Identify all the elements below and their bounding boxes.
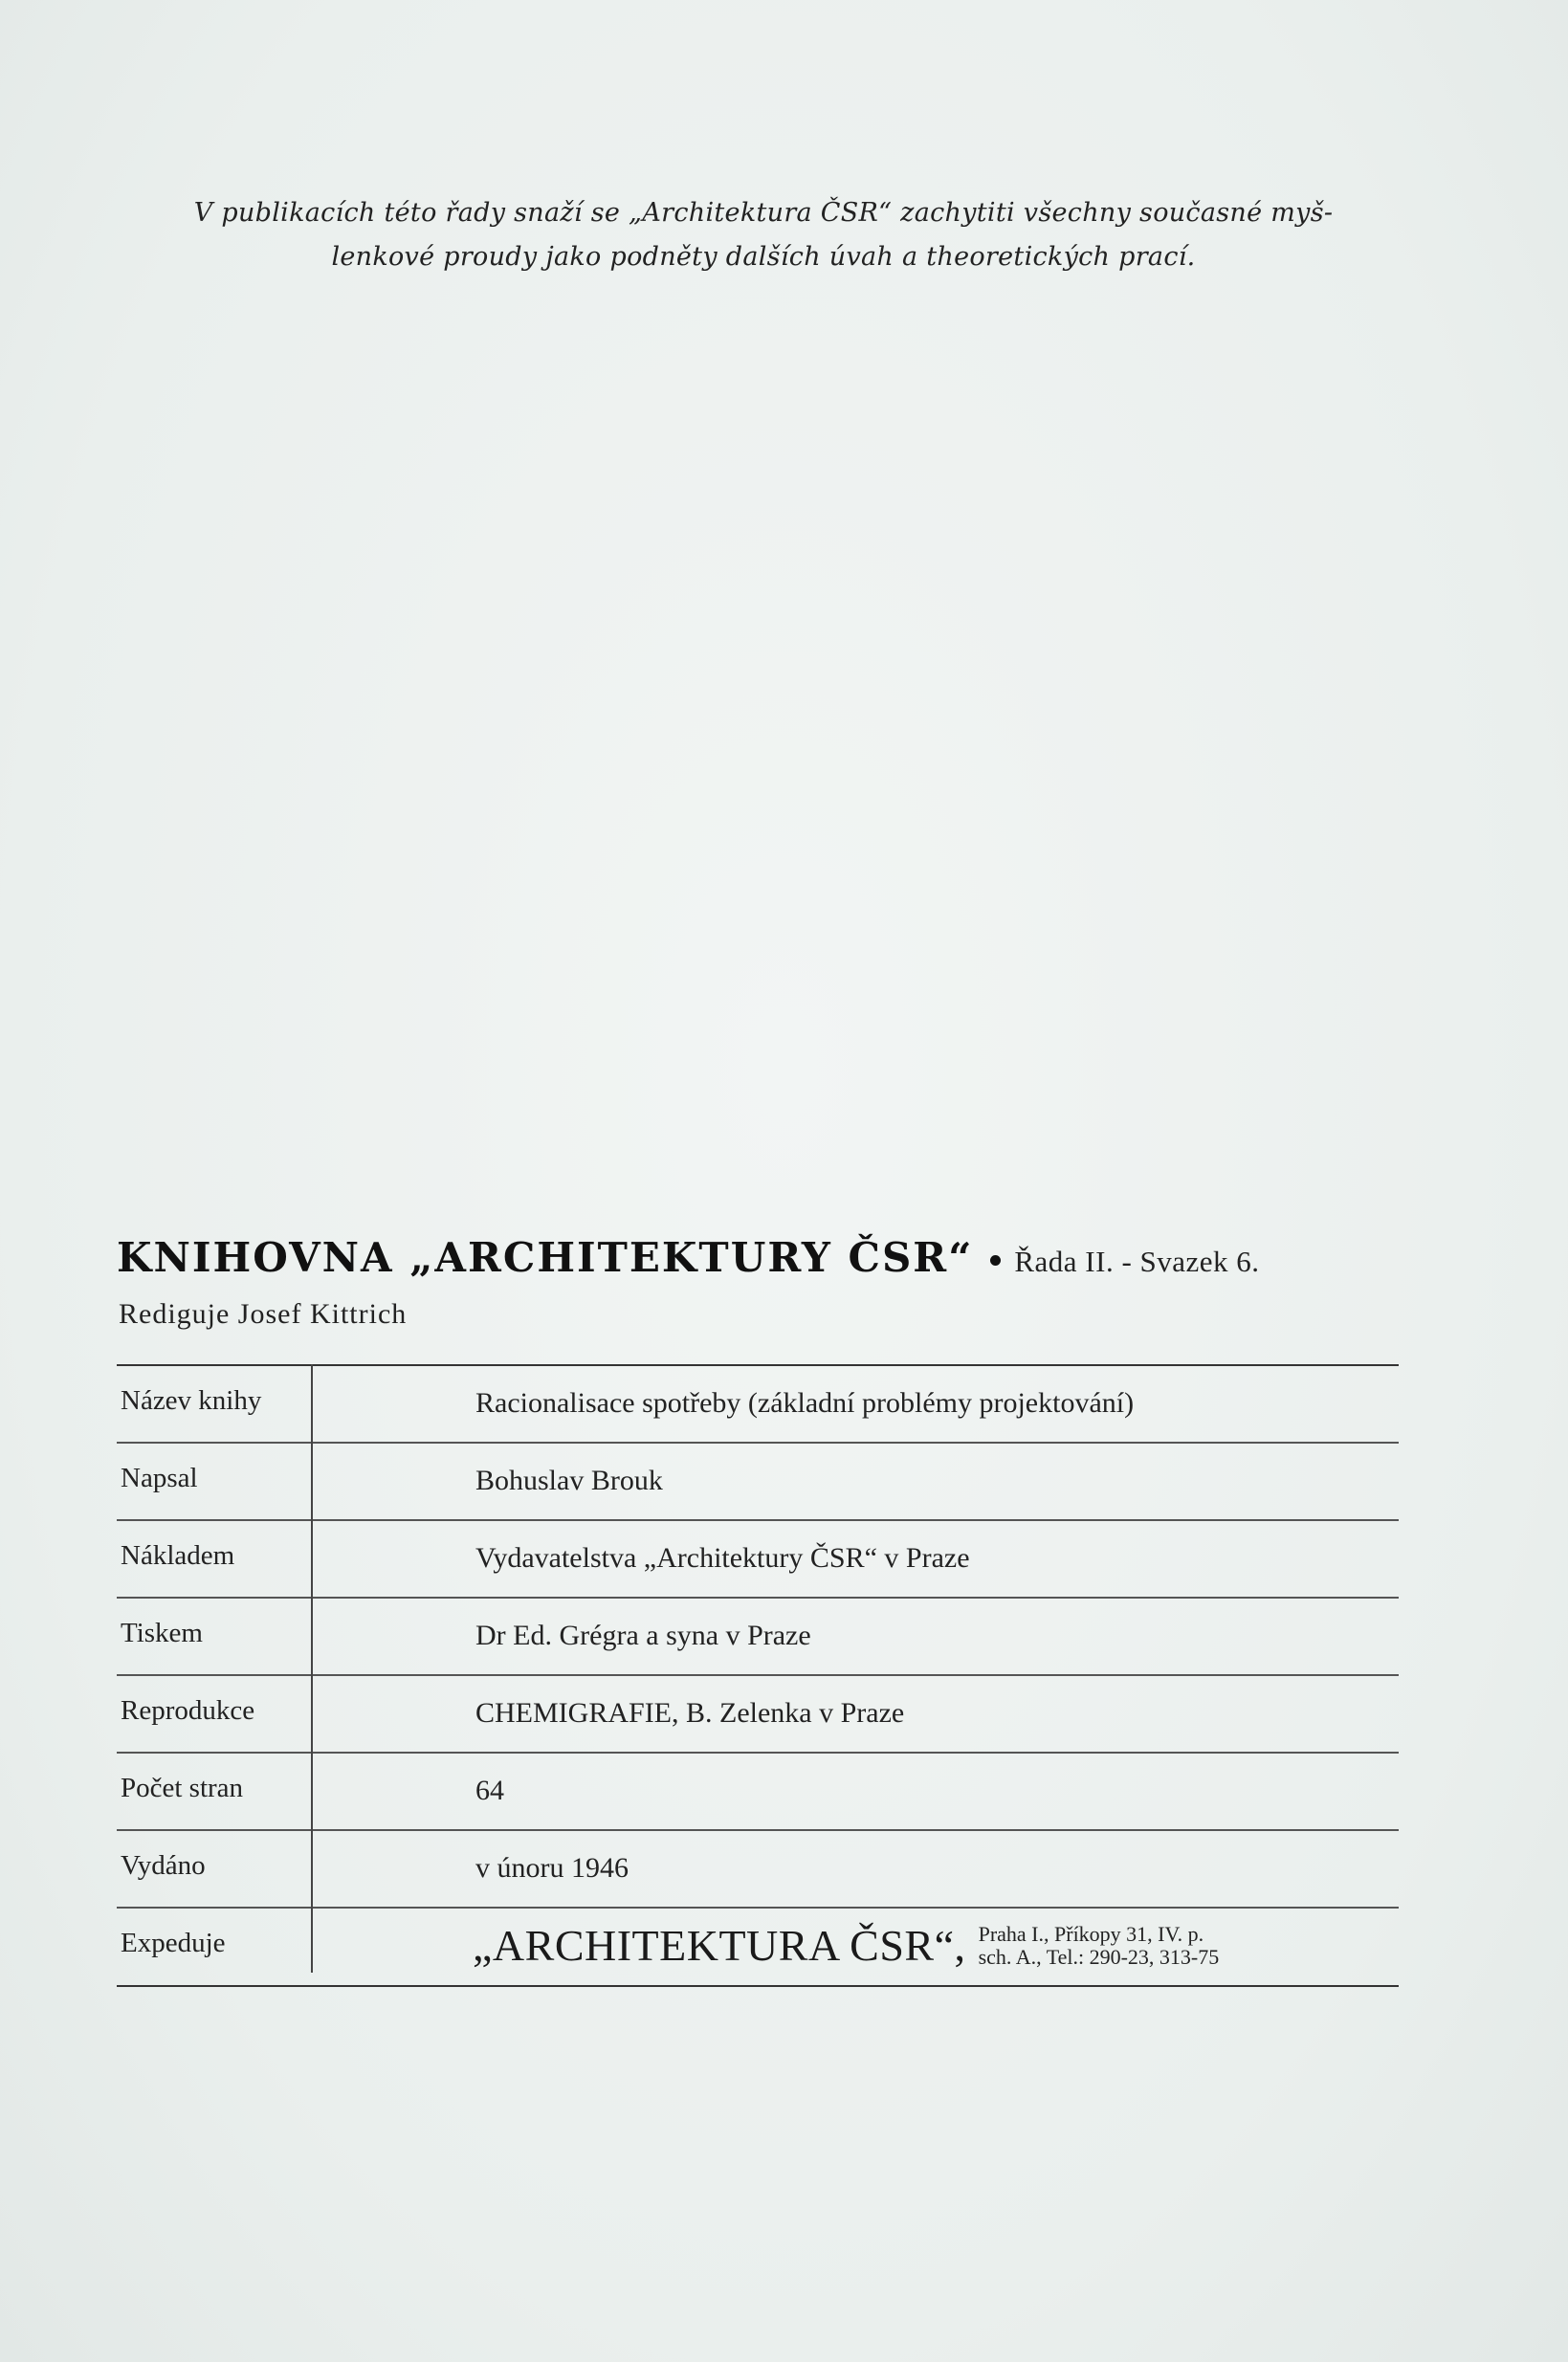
row-label: Název knihy [121, 1385, 262, 1416]
table-column-divider [311, 1364, 313, 1973]
table-row [117, 1366, 1399, 1444]
row-label: Počet stran [121, 1773, 244, 1803]
series-title: KNIHOVNA „ARCHITEKTURY ČSR“ [117, 1234, 974, 1281]
table-row [117, 1676, 1399, 1754]
row-value: 64 [475, 1775, 504, 1806]
table-row [117, 1909, 1399, 1987]
row-label: Vydáno [121, 1850, 206, 1881]
table-row [117, 1521, 1399, 1599]
distributor-address-line-1: Praha I., Příkopy 31, IV. p. [978, 1921, 1204, 1946]
row-value: Dr Ed. Grégra a syna v Praze [475, 1620, 811, 1651]
row-label: Reprodukce [121, 1695, 255, 1726]
table-row [117, 1599, 1399, 1676]
row-value: Racionalisace spotřeby (základní problémy projektování) [475, 1387, 1135, 1419]
distributor-address [979, 1923, 1220, 1969]
series-volume: Řada II. - Svazek 6. [1014, 1245, 1260, 1278]
row-label: Tiskem [121, 1618, 203, 1648]
distributor [473, 1920, 1219, 1971]
distributor-address-line-2: sch. A., Tel.: 290-23, 313-75 [978, 1944, 1220, 1969]
intro-line-2: lenkové proudy jako podněty dalších úvah a theoretických prací. [331, 242, 1196, 272]
row-value: Bohuslav Brouk [475, 1465, 663, 1496]
row-label: Expeduje [121, 1928, 226, 1958]
row-value: v únoru 1946 [475, 1852, 629, 1884]
editor-line: Rediguje Josef Kittrich [119, 1298, 408, 1330]
series-heading [117, 1234, 1408, 1281]
intro-line-1: V publikacích této řady snaží se „Architektura ČSR“ zachytiti všechny současné myš- [193, 198, 1334, 228]
row-value: Vydavatelstva „Architektury ČSR“ v Praze [475, 1542, 970, 1574]
distributor-name: „ARCHITEKTURA ČSR“, [473, 1921, 966, 1970]
row-value: CHEMIGRAFIE, B. Zelenka v Praze [475, 1697, 905, 1729]
colophon-table [117, 1364, 1399, 1987]
table-row [117, 1444, 1399, 1521]
bullet-dot-icon [990, 1255, 1001, 1266]
row-label: Nákladem [121, 1540, 235, 1571]
table-row [117, 1754, 1399, 1831]
intro-paragraph [132, 191, 1395, 279]
row-label: Napsal [121, 1463, 198, 1493]
table-row [117, 1831, 1399, 1909]
